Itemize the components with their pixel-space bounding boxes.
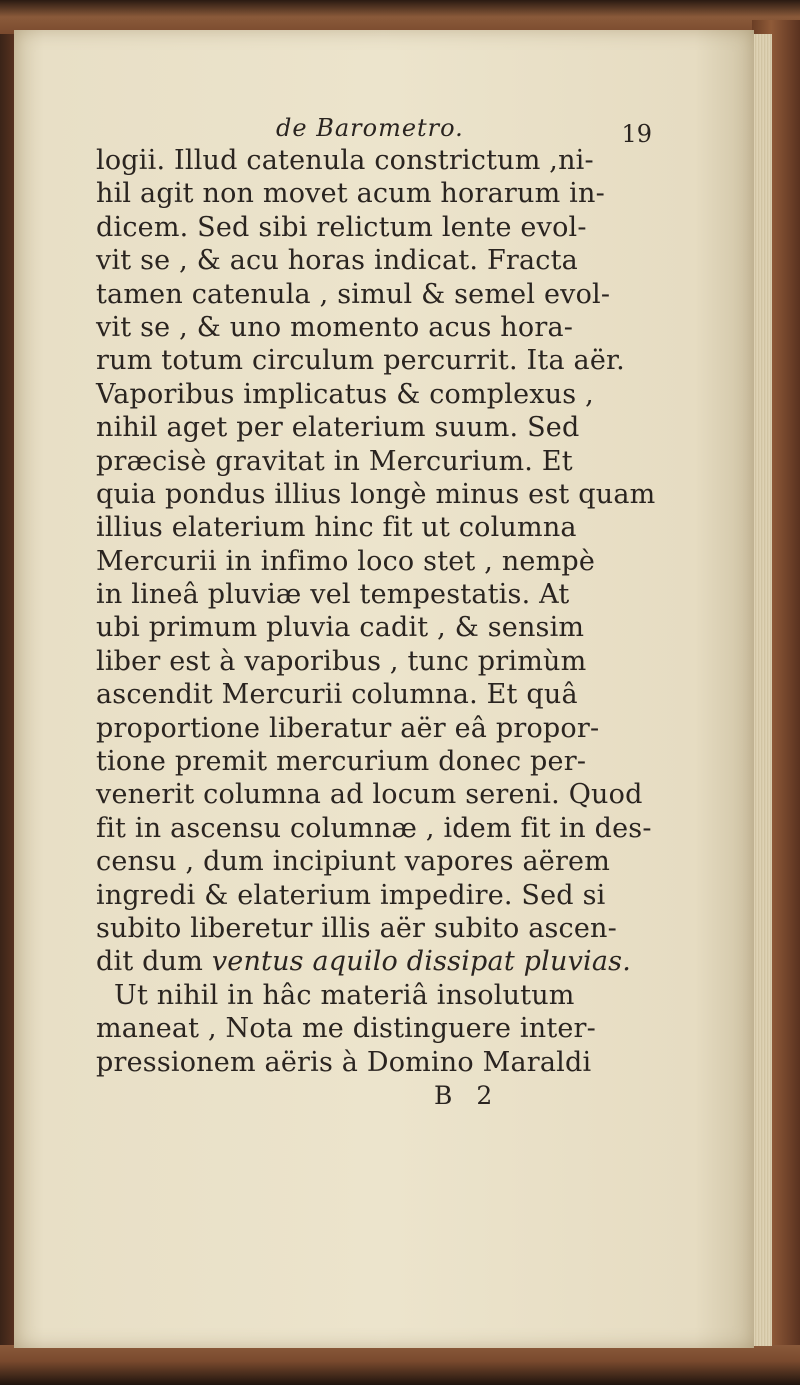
text-line: proportione liberatur aër eâ propor-	[96, 712, 600, 744]
text-line: vit se , & uno momento acus hora-	[96, 311, 574, 343]
text-line: fit in ascensu columnæ , idem fit in des-	[96, 812, 652, 844]
text-line: tione premit mercurium donec per-	[96, 746, 587, 778]
text-line: vit se , & acu horas indicat. Fracta	[96, 245, 578, 277]
page-number: 19	[621, 120, 652, 148]
text-line: ascendit Mercurii columna. Et quâ	[96, 679, 578, 711]
text-line-italic-phrase	[96, 945, 656, 978]
cover-top-edge	[0, 0, 800, 34]
text-line: nihil aget per elaterium suum. Sed	[96, 412, 580, 444]
text-line: illius elaterium hinc fit ut columna	[96, 512, 577, 544]
running-title: de Barometro.	[276, 114, 464, 142]
text-line: tamen catenula , simul & semel evol-	[96, 278, 611, 310]
signature-mark: B 2	[434, 1080, 501, 1110]
text-line: Mercurii in infimo loco stet , nempè	[96, 545, 596, 577]
text-line: subito liberetur illis aër subito ascen-	[96, 912, 617, 944]
text-line: rum totum circulum percurrit. Ita aër.	[96, 345, 625, 377]
text-line: censu , dum incipiunt vapores aërem	[96, 846, 611, 878]
paragraph-start-line: Ut nihil in hâc materiâ insolutum	[114, 979, 575, 1011]
signature-line	[96, 1079, 656, 1113]
text-line: hil agit non movet acum horarum in-	[96, 178, 605, 210]
text-line: Vaporibus implicatus & complexus ,	[96, 378, 594, 410]
running-head	[96, 108, 656, 148]
text-line: logii. Illud catenula constrictum ,ni-	[96, 145, 594, 176]
page-text	[96, 108, 656, 1113]
body-text	[96, 144, 656, 1079]
page-edges	[754, 34, 772, 1346]
text-line: pressionem aëris à Domino Maraldi	[96, 1046, 592, 1078]
text-line: dicem. Sed sibi relictum lente evol-	[96, 211, 587, 243]
text-line: in lineâ pluviæ vel tempestatis. At	[96, 579, 570, 611]
cover-bottom-edge	[0, 1345, 800, 1385]
text-line: venerit columna ad locum sereni. Quod	[96, 779, 643, 811]
italic-phrase: ventus aquilo dissipat pluvias.	[211, 946, 632, 978]
text-line: maneat , Nota me distinguere inter-	[96, 1013, 596, 1045]
text-line: quia pondus illius longè minus est quam	[96, 478, 656, 510]
text-line: ubi primum pluvia cadit , & sensim	[96, 612, 585, 644]
text-line: ingredi & elaterium impedire. Sed si	[96, 879, 606, 911]
text-fragment: dit dum	[96, 946, 212, 978]
text-line: liber est à vaporibus , tunc primùm	[96, 645, 587, 677]
text-line: præcisè gravitat in Mercurium. Et	[96, 445, 573, 477]
